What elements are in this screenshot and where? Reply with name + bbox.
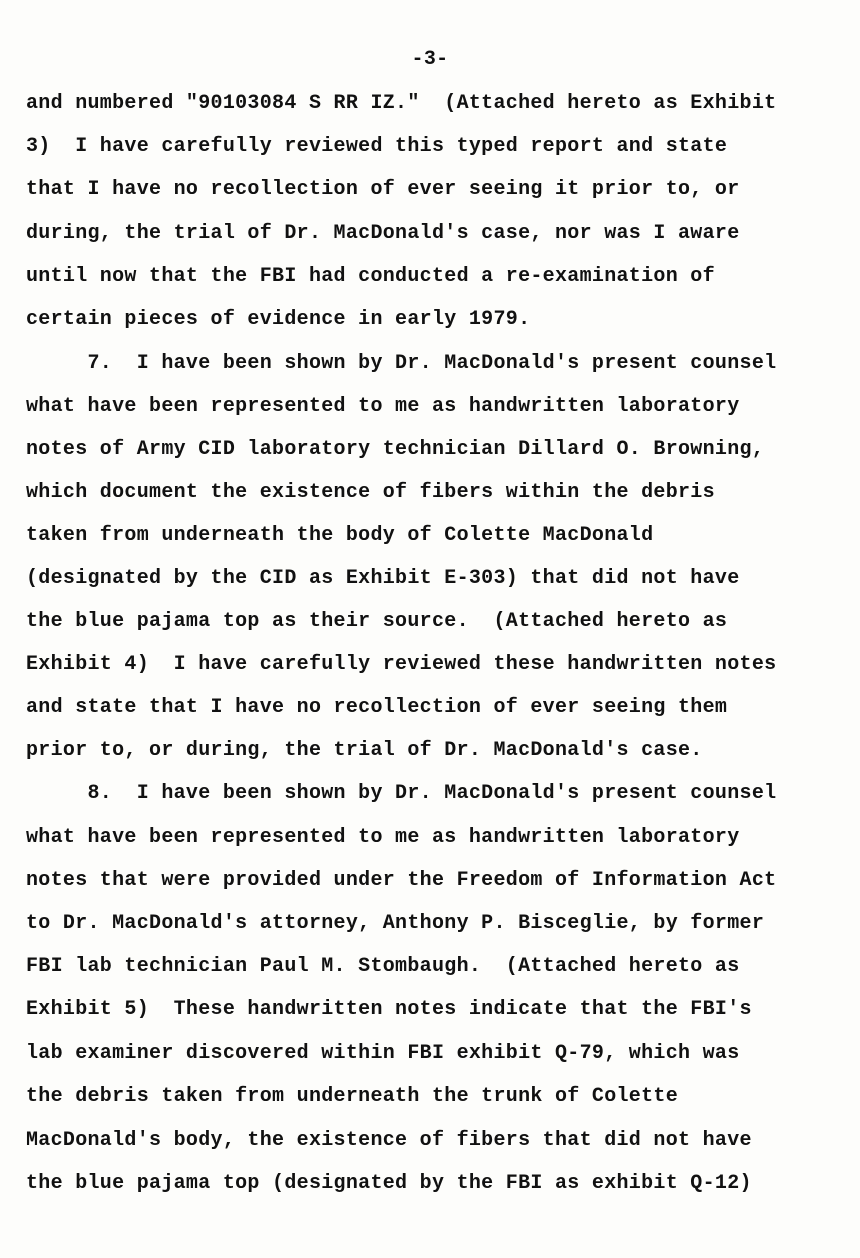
text-line: the blue pajama top (designated by the FBI as exhibit Q-12) <box>26 1172 752 1195</box>
text-line: taken from underneath the body of Colette MacDonald <box>26 524 654 547</box>
text-line: what have been represented to me as handwritten laboratory <box>26 826 740 849</box>
text-line: the debris taken from underneath the trunk of Colette <box>26 1085 679 1108</box>
text-line: lab examiner discovered within FBI exhibit Q-79, which was <box>26 1042 740 1065</box>
text-line: 8. I have been shown by Dr. MacDonald's present counsel <box>26 782 777 805</box>
text-line: Exhibit 5) These handwritten notes indicate that the FBI's <box>26 998 752 1021</box>
text-line: 3) I have carefully reviewed this typed report and state <box>26 135 728 158</box>
text-line: prior to, or during, the trial of Dr. MacDonald's case. <box>26 739 703 762</box>
text-line: notes that were provided under the Freedom of Information Act <box>26 869 777 892</box>
text-line: and state that I have no recollection of ever seeing them <box>26 696 728 719</box>
text-line: (designated by the CID as Exhibit E-303) that did not have <box>26 567 740 590</box>
text-line: Exhibit 4) I have carefully reviewed these handwritten notes <box>26 653 777 676</box>
page-number: -3- <box>411 48 449 71</box>
text-line: until now that the FBI had conducted a re-examination of <box>26 265 715 288</box>
text-line: that I have no recollection of ever seeing it prior to, or <box>26 178 740 201</box>
text-line: what have been represented to me as handwritten laboratory <box>26 395 740 418</box>
text-line: the blue pajama top as their source. (Attached hereto as <box>26 610 728 633</box>
text-line: FBI lab technician Paul M. Stombaugh. (Attached hereto as <box>26 955 740 978</box>
text-line: MacDonald's body, the existence of fibers that did not have <box>26 1129 752 1152</box>
text-line: notes of Army CID laboratory technician Dillard O. Browning, <box>26 438 765 461</box>
text-line: which document the existence of fibers within the debris <box>26 481 715 504</box>
text-line: and numbered "90103084 S RR IZ." (Attached hereto as Exhibit <box>26 92 777 115</box>
text-line: certain pieces of evidence in early 1979. <box>26 308 531 331</box>
text-line: during, the trial of Dr. MacDonald's case, nor was I aware <box>26 222 740 245</box>
text-line: to Dr. MacDonald's attorney, Anthony P. Bisceglie, by former <box>26 912 765 935</box>
text-line: 7. I have been shown by Dr. MacDonald's present counsel <box>26 352 777 375</box>
